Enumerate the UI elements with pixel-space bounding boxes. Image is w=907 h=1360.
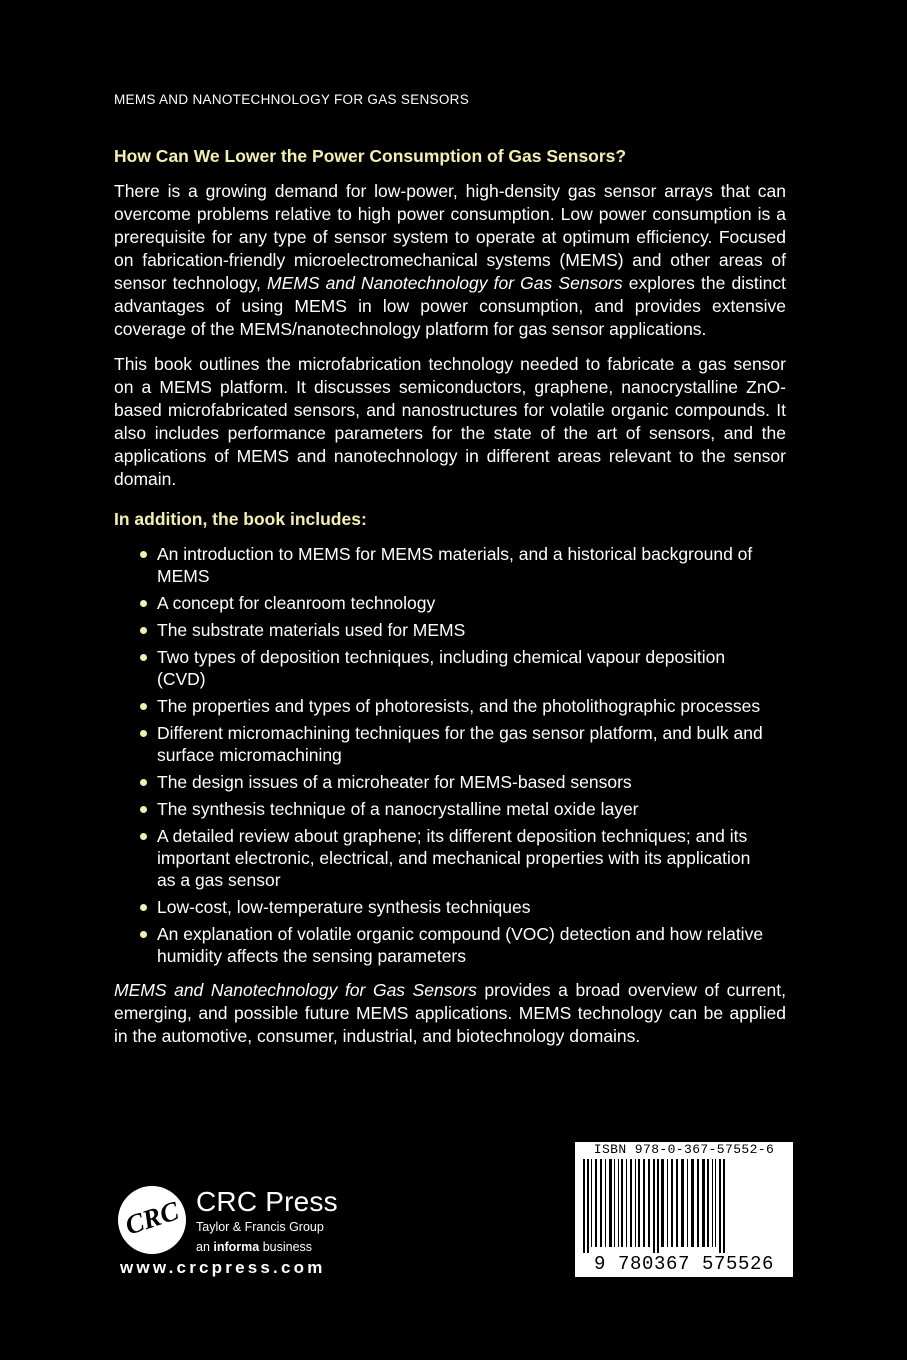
isbn-label: ISBN 978-0-367-57552-6: [593, 1142, 775, 1157]
bullet-icon: [140, 833, 147, 840]
barcode-bar: [600, 1159, 602, 1247]
paragraph-intro-text-b: explores the distinct advantages of using MEMS in low power consumption, and provides extensive coverage of the MEMS/nanotechnology platform for gas sensor applications.: [114, 273, 786, 339]
barcode-bar: [609, 1159, 612, 1247]
main-heading: How Can We Lower the Power Consumption of Gas Sensors?: [114, 146, 627, 166]
bullet-icon: [140, 806, 147, 813]
barcode-bar: [638, 1159, 640, 1247]
list-item-text: Low-cost, low-temperature synthesis techniques: [157, 897, 531, 917]
series-title: MEMS AND NANOTECHNOLOGY FOR GAS SENSORS: [114, 92, 470, 107]
barcode-bar: [723, 1159, 725, 1253]
barcode-bar: [719, 1159, 721, 1253]
barcode-bar: [661, 1159, 664, 1247]
list-item: [135, 896, 767, 918]
bullet-icon: [140, 730, 147, 737]
crc-logo-mark: CRC: [121, 1195, 183, 1241]
list-item-text: The synthesis technique of a nanocrystalline metal oxide layer: [157, 799, 639, 819]
publisher-name: CRC Press: [196, 1186, 338, 1217]
barcode-bar: [587, 1159, 589, 1253]
business-bold: informa: [213, 1240, 260, 1254]
isbn-barcode: [575, 1142, 793, 1277]
list-item: [135, 923, 767, 967]
list-item: [135, 722, 767, 766]
publisher-business-line: [196, 1240, 312, 1254]
list-item-text: The design issues of a microheater for MEMS-based sensors: [157, 772, 632, 792]
barcode-bars: [581, 1159, 787, 1253]
closing-book-title: MEMS and Nanotechnology for Gas Sensors: [114, 980, 477, 1000]
business-prefix: an: [196, 1240, 214, 1254]
list-item: [135, 646, 767, 690]
barcode-bar: [707, 1159, 709, 1247]
list-item: [135, 592, 767, 614]
includes-heading: In addition, the book includes:: [114, 509, 367, 529]
publisher-group: Taylor & Francis Group: [196, 1220, 324, 1234]
list-item-text: The properties and types of photoresists, and the photolithographic processes: [157, 696, 761, 716]
publisher-url: www.crcpress.com: [120, 1258, 326, 1277]
list-item-text: A concept for cleanroom technology: [157, 593, 436, 613]
barcode-bar: [595, 1159, 597, 1247]
closing-text: provides a broad overview of current, emerging, and possible future MEMS applications. MEMS technology can be applied in the automotive, consumer, industrial, and biotechnology domains.: [114, 980, 786, 1046]
list-item: [135, 543, 767, 587]
crc-logo-icon: [118, 1186, 186, 1254]
list-item: [135, 695, 767, 717]
barcode-bar: [667, 1159, 668, 1247]
business-suffix: business: [259, 1240, 313, 1254]
list-item-text: Two types of deposition techniques, including chemical vapour deposition (CVD): [157, 647, 726, 689]
barcode-digits: 9 780367 575526: [593, 1253, 775, 1275]
bullet-icon: [140, 551, 147, 558]
list-item-text: A detailed review about graphene; its different deposition techniques; and its important electronic, electrical, and mechanical properties with its application as a gas sensor: [157, 826, 751, 890]
list-item-text: An introduction to MEMS for MEMS materials, and a historical background of MEMS: [157, 544, 753, 586]
barcode-bar: [697, 1159, 699, 1247]
barcode-bar: [712, 1159, 713, 1247]
bullet-icon: [140, 654, 147, 661]
barcode-bar: [702, 1159, 705, 1247]
barcode-bar: [635, 1159, 636, 1247]
barcode-bar: [715, 1159, 716, 1247]
paragraph-intro-text-a: There is a growing demand for low-power, high-density gas sensor arrays that can overcome problems relative to high power consumption. Low power consumption is a prerequisite for any type of sensor system to operate at optimum efficiency. Focused on fabrication-friendly microelectromechanical systems (MEMS) and other areas of sensor technology,: [114, 181, 786, 293]
paragraph-outline: This book outlines the microfabrication technology needed to fabricate a gas sensor on a MEMS platform. It discusses semiconductors, graphene, nanocrystalline ZnO-based microfabricated sensors, and nanostructures for volatile organic compounds. It also includes performance parameters for the state of the art of sensors, and the applications of MEMS and nanotechnology in different areas relevant to the sensor domain.: [114, 354, 786, 489]
barcode-bar: [583, 1159, 585, 1253]
list-item: [135, 798, 767, 820]
barcode-bar: [671, 1159, 673, 1247]
bullet-icon: [140, 904, 147, 911]
barcode-bar: [630, 1159, 632, 1247]
barcode-bar: [681, 1159, 684, 1247]
barcode-bar: [676, 1159, 678, 1247]
barcode-bar: [643, 1159, 645, 1247]
list-item: [135, 619, 767, 641]
publisher-logo: [118, 1186, 358, 1256]
barcode-bar: [618, 1159, 619, 1247]
barcode-bar: [591, 1159, 592, 1247]
barcode-bar: [605, 1159, 606, 1247]
bullet-icon: [140, 627, 147, 634]
paragraph-intro-book-title: MEMS and Nanotechnology for Gas Sensors: [267, 273, 623, 293]
bullet-list: [114, 543, 786, 967]
barcode-bar: [687, 1159, 688, 1247]
bullet-icon: [140, 779, 147, 786]
bullet-icon: [140, 931, 147, 938]
paragraph-intro: [114, 180, 786, 341]
barcode-bar: [626, 1159, 627, 1247]
barcode-bar: [614, 1159, 615, 1247]
barcode-bar: [657, 1159, 659, 1253]
barcode-bar: [621, 1159, 623, 1247]
bullet-icon: [140, 703, 147, 710]
barcode-bar: [691, 1159, 694, 1247]
barcode-bar: [648, 1159, 650, 1247]
list-item: [135, 825, 767, 891]
list-item-text: Different micromachining techniques for the gas sensor platform, and bulk and surface micromachining: [157, 723, 763, 765]
list-item: [135, 771, 767, 793]
list-item-text: The substrate materials used for MEMS: [157, 620, 466, 640]
paragraph-closing: [114, 979, 786, 1048]
list-item-text: An explanation of volatile organic compound (VOC) detection and how relative humidity affects the sensing parameters: [157, 924, 764, 966]
barcode-bar: [653, 1159, 655, 1253]
back-cover-content: [114, 144, 786, 1048]
bullet-icon: [140, 600, 147, 607]
